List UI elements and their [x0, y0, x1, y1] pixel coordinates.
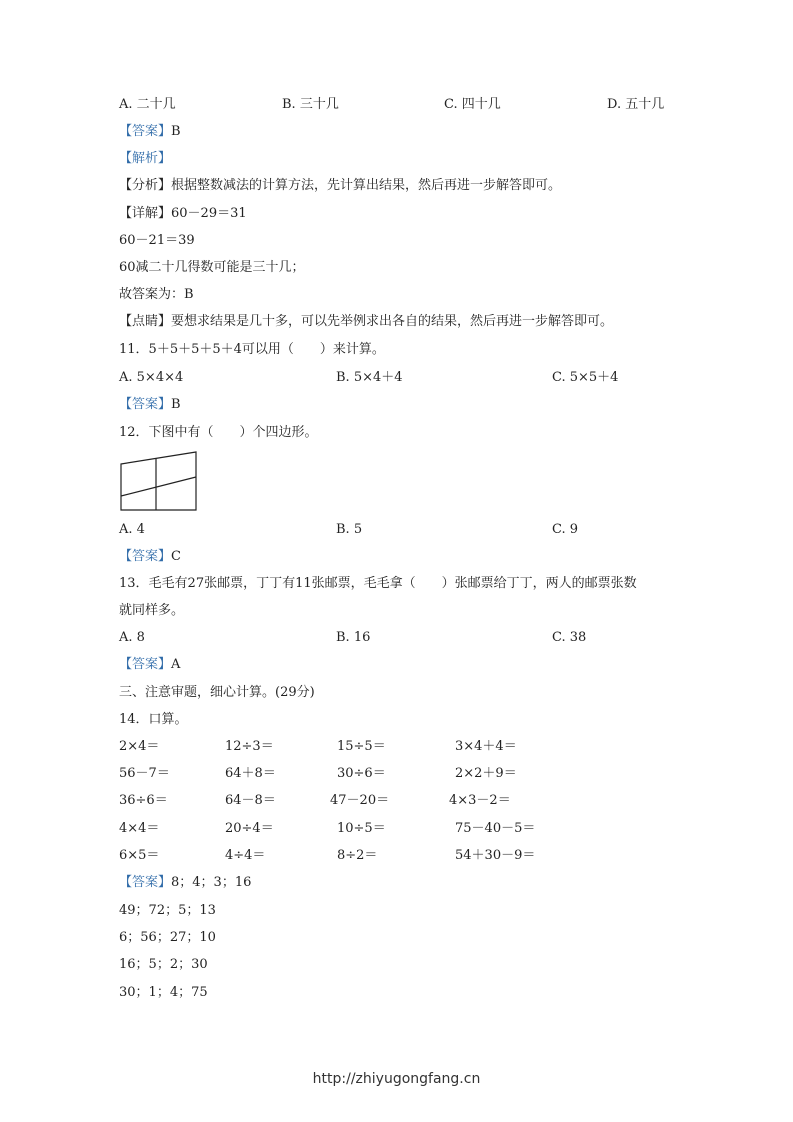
calc-item: 6×5＝ — [119, 848, 160, 863]
calc-item: 4×4＝ — [119, 821, 160, 836]
q10-option-b: B. 三十几 — [282, 97, 339, 112]
calc-item: 56－7＝ — [119, 766, 170, 781]
quadrilateral-figure — [118, 450, 198, 512]
answer-line: 8；4；3；16 — [171, 875, 252, 890]
calc-item: 47－20＝ — [330, 793, 390, 808]
q10-jiexi-tag: 【解析】 — [119, 151, 172, 166]
calc-item: 10÷5＝ — [337, 821, 386, 836]
q12-question: 12．下图中有（ ）个四边形。 — [119, 425, 318, 440]
answer-line: 49；72；5；13 — [119, 903, 216, 918]
q10-fenxi — [119, 178, 561, 194]
fenxi-text: 根据整数减法的计算方法，先计算出结果，然后再进一步解答即可。 — [171, 178, 562, 193]
xiangjie-text: 60－29＝31 — [171, 206, 247, 221]
q10-step-2: 60－21＝39 — [119, 233, 195, 248]
q12-option-c: C. 9 — [552, 522, 579, 537]
answer-value: C — [171, 549, 181, 564]
calc-item: 2×2＋9＝ — [455, 766, 517, 781]
q13-answer — [119, 657, 180, 673]
q11-answer — [119, 397, 181, 413]
answer-tag: 【答案】 — [119, 397, 172, 412]
q10-conclusion: 故答案为：B — [119, 287, 194, 302]
q13-option-c: C. 38 — [552, 630, 587, 645]
q12-option-a: A. 4 — [119, 522, 145, 537]
q10-answer — [119, 124, 181, 140]
q12-option-b: B. 5 — [336, 522, 363, 537]
calc-item: 8÷2＝ — [337, 848, 378, 863]
xiangjie-tag: 【详解】 — [119, 206, 172, 221]
q10-step-3: 60减二十几得数可能是三十几； — [119, 260, 305, 275]
fenxi-tag: 【分析】 — [119, 178, 172, 193]
calc-item: 3×4＋4＝ — [455, 739, 517, 754]
q10-xiangjie — [119, 206, 247, 222]
q14-answer — [119, 875, 251, 891]
footer-url[interactable]: http://zhiyugongfang.cn — [312, 1071, 481, 1087]
answer-tag: 【答案】 — [119, 549, 172, 564]
q11-option-c: C. 5×5＋4 — [552, 370, 619, 385]
q12-answer — [119, 549, 181, 565]
q10-option-c: C. 四十几 — [444, 97, 501, 112]
answer-tag: 【答案】 — [119, 875, 172, 890]
answer-line: 16；5；2；30 — [119, 957, 208, 972]
calc-item: 64＋8＝ — [225, 766, 276, 781]
dianjing-text: 要想求结果是几十多，可以先举例求出各自的结果，然后再进一步解答即可。 — [171, 314, 614, 329]
calc-item: 15÷5＝ — [337, 739, 386, 754]
answer-line: 6；56；27；10 — [119, 930, 216, 945]
calc-item: 4÷4＝ — [225, 848, 266, 863]
dianjing-tag: 【点睛】 — [119, 314, 172, 329]
answer-tag: 【答案】 — [119, 657, 172, 672]
calc-item: 20÷4＝ — [225, 821, 274, 836]
calc-item: 4×3－2＝ — [449, 793, 511, 808]
answer-value: B — [171, 124, 181, 139]
answer-value: A — [171, 657, 181, 672]
q11-option-a: A. 5×4×4 — [119, 370, 184, 385]
q13-option-a: A. 8 — [119, 630, 145, 645]
q11-question: 11．5＋5＋5＋5＋4可以用（ ）来计算。 — [119, 342, 385, 357]
calc-item: 64－8＝ — [225, 793, 276, 808]
q13-question-line-2: 就同样多。 — [119, 603, 185, 618]
q13-option-b: B. 16 — [336, 630, 371, 645]
answer-line: 30；1；4；75 — [119, 985, 208, 1000]
q10-option-a: A. 二十几 — [119, 97, 176, 112]
q10-dianjing — [119, 314, 613, 330]
calc-item: 2×4＝ — [119, 739, 160, 754]
answer-tag: 【答案】 — [119, 124, 172, 139]
calc-item: 36÷6＝ — [119, 793, 168, 808]
q11-option-b: B. 5×4＋4 — [336, 370, 403, 385]
calc-item: 12÷3＝ — [225, 739, 274, 754]
q10-option-d: D. 五十几 — [607, 97, 665, 112]
answer-value: B — [171, 397, 181, 412]
section-3-heading: 三、注意审题，细心计算。(29分) — [119, 685, 315, 700]
calc-item: 30÷6＝ — [337, 766, 386, 781]
q13-question-line-1: 13．毛毛有27张邮票，丁丁有11张邮票，毛毛拿（ ）张邮票给丁丁，两人的邮票张数 — [119, 576, 637, 591]
calc-item: 54＋30－9＝ — [455, 848, 536, 863]
calc-item: 75－40－5＝ — [455, 821, 536, 836]
q14-title: 14．口算。 — [119, 712, 188, 727]
